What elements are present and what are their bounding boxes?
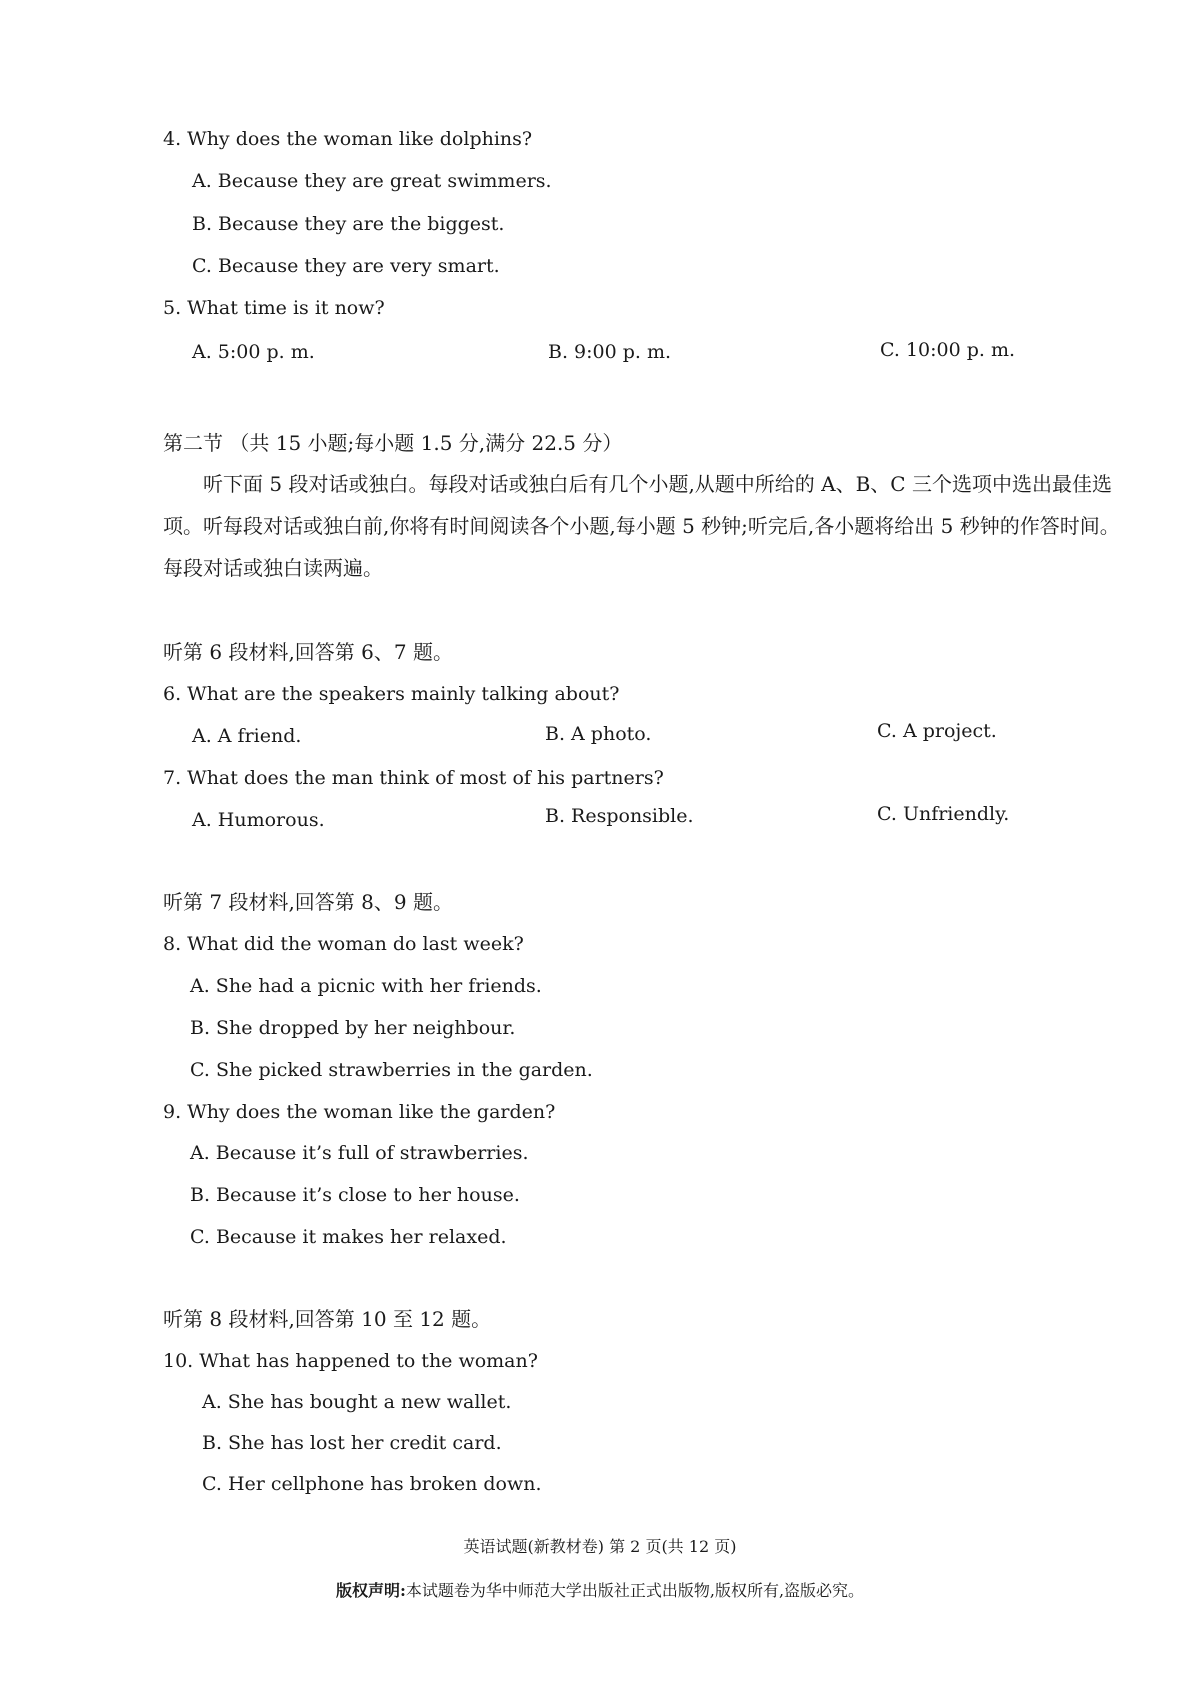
question-4-option-b: B. Because they are the biggest. bbox=[192, 213, 505, 235]
question-6-stem: 6. What are the speakers mainly talking about? bbox=[163, 683, 620, 705]
material-6-heading: 听第 6 段材料,回答第 6、7 题。 bbox=[163, 640, 453, 664]
question-9-option-a: A. Because it’s full of strawberries. bbox=[190, 1142, 529, 1164]
section-2-heading: 第二节 （共 15 小题;每小题 1.5 分,满分 22.5 分） bbox=[163, 431, 623, 455]
question-4-option-c: C. Because they are very smart. bbox=[192, 255, 500, 277]
question-5-option-a: A. 5:00 p. m. bbox=[192, 341, 315, 363]
copyright-notice bbox=[0, 1578, 1200, 1601]
question-8-option-c: C. She picked strawberries in the garden. bbox=[190, 1059, 593, 1081]
question-5-option-c: C. 10:00 p. m. bbox=[880, 339, 1016, 361]
question-10-option-a: A. She has bought a new wallet. bbox=[202, 1391, 512, 1413]
page-footer-info: 英语试题(新教材卷) 第 2 页(共 12 页) bbox=[463, 1537, 737, 1556]
question-8-stem: 8. What did the woman do last week? bbox=[163, 933, 524, 955]
question-5-stem: 5. What time is it now? bbox=[163, 297, 385, 319]
copyright-text: 本试题卷为华中师范大学出版社正式出版物,版权所有,盗版必究。 bbox=[405, 1581, 865, 1600]
question-7-option-c: C. Unfriendly. bbox=[877, 803, 1010, 825]
question-5-option-b: B. 9:00 p. m. bbox=[548, 341, 672, 363]
question-4-option-a: A. Because they are great swimmers. bbox=[192, 170, 552, 192]
question-10-option-c: C. Her cellphone has broken down. bbox=[202, 1473, 542, 1495]
question-7-option-a: A. Humorous. bbox=[192, 809, 325, 831]
question-8-option-b: B. She dropped by her neighbour. bbox=[190, 1017, 516, 1039]
material-8-heading: 听第 8 段材料,回答第 10 至 12 题。 bbox=[163, 1307, 492, 1331]
question-10-option-b: B. She has lost her credit card. bbox=[202, 1432, 502, 1454]
copyright-label: 版权声明: bbox=[335, 1581, 406, 1600]
question-7-option-b: B. Responsible. bbox=[545, 805, 694, 827]
question-4-stem: 4. Why does the woman like dolphins? bbox=[163, 128, 533, 150]
question-9-option-c: C. Because it makes her relaxed. bbox=[190, 1226, 507, 1248]
question-6-option-c: C. A project. bbox=[877, 720, 997, 742]
question-7-stem: 7. What does the man think of most of his partners? bbox=[163, 767, 664, 789]
question-10-stem: 10. What has happened to the woman? bbox=[163, 1350, 538, 1372]
material-7-heading: 听第 7 段材料,回答第 8、9 题。 bbox=[163, 890, 453, 914]
question-8-option-a: A. She had a picnic with her friends. bbox=[190, 975, 542, 997]
question-9-stem: 9. Why does the woman like the garden? bbox=[163, 1101, 556, 1123]
question-6-option-b: B. A photo. bbox=[545, 723, 652, 745]
question-6-option-a: A. A friend. bbox=[192, 725, 302, 747]
section-2-instructions: 听下面 5 段对话或独白。每段对话或独白后有几个小题,从题中所给的 A、B、C 三个选项中选出最佳选项。听每段对话或独白前,你将有时间阅读各个小题,每小题 5 秒钟;听完后,各小题将给出 5 秒钟的作答时间。每段对话或独白读两遍。 bbox=[163, 472, 1120, 580]
question-9-option-b: B. Because it’s close to her house. bbox=[190, 1184, 520, 1206]
